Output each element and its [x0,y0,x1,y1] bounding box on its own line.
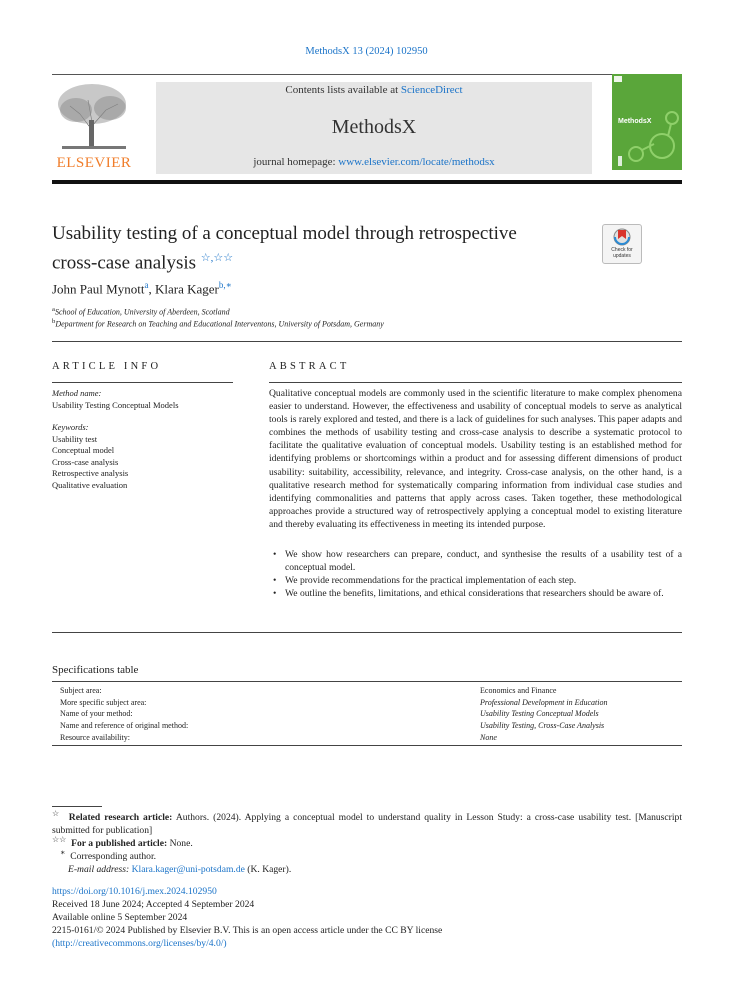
journal-name: MethodsX [331,116,417,138]
author-1-affil-mark[interactable]: a [144,280,149,290]
article-metadata [52,885,682,950]
email-suffix: (K. Kager). [244,864,292,875]
affiliation-a-text: School of Education, University of Aberdeen, Scotland [54,307,230,317]
abstract-heading: ABSTRACT [269,361,350,372]
title-line-2-wrap [52,246,572,275]
affiliation-b-label: b [52,318,56,325]
spec-table-bottom-rule [52,745,682,746]
affiliation-a-label: a [52,306,55,313]
author-1-name[interactable]: John Paul Mynott [52,281,145,297]
highlight-item: • We outline the benefits, limitations, and ethical considerations that researchers should be aware of. [273,588,664,600]
spec-label-column [60,685,360,744]
bullet-icon: • [273,575,277,587]
footnote-2-text: None. [167,838,193,849]
check-updates-line1: Check for [611,247,633,253]
footnote-mark: ∗ [60,847,66,857]
method-value: Usability Testing Conceptual Models [52,399,179,410]
elsevier-wordmark: ELSEVIER [56,155,132,171]
header-top-rule [52,74,682,75]
footnote-1-label: Related research article: [68,812,173,823]
spec-row-value: Economics and Finance [480,686,557,695]
journal-citation[interactable]: MethodsX 13 (2024) 102950 [305,46,428,57]
affiliation-rule [52,341,682,342]
available-online: Available online 5 September 2024 [52,912,188,923]
footnote-email [52,863,682,876]
keyword-item: Retrospective analysis [52,468,129,478]
bullet-icon: • [273,549,277,560]
check-for-updates-button[interactable] [602,224,642,264]
footnote-mark: ☆☆ [52,834,67,844]
spec-row-label: Resource availability: [60,732,130,742]
email-link[interactable]: Klara.kager@uni-potsdam.de [131,864,245,875]
article-info-rule [52,382,233,383]
header-bottom-rule [52,180,682,184]
title-footnote-marks[interactable]: ☆,☆☆ [200,252,234,264]
spec-row-label: Name and reference of original method: [60,721,189,731]
check-updates-line2: updates [613,253,631,259]
check-updates-label [603,247,641,259]
footnotes [52,808,682,876]
keywords-label: Keywords: [52,422,89,432]
footnote-1-text: Authors. (2024). Applying a conceptual model to understand quality in Lesson Study: a cross-case usability test. [Manuscript submitted for publication] [52,812,682,836]
spec-row-value: Usability Testing Conceptual Models [480,709,599,719]
abstract-bottom-rule [52,632,682,633]
author-2-affil-mark[interactable]: b,∗ [218,280,232,290]
spec-row-value: Usability Testing, Cross-Case Analysis [480,721,605,731]
sciencedirect-link[interactable]: ScienceDirect [400,84,463,96]
keywords-block [52,422,128,491]
check-updates-icon [603,225,641,247]
spec-row-label: Name of your method: [60,709,133,719]
license-link[interactable]: (http://creativecommons.org/licenses/by/4.0/) [52,938,227,949]
keyword-item: Conceptual model [52,445,115,455]
keyword-item: Qualitative evaluation [52,479,128,490]
footnote-published-article [52,834,682,850]
affiliation-b-text: Department for Research on Teaching and Educational Interventons, University of Potsdam, Germany [55,319,384,329]
license-line: 2215-0161/© 2024 Published by Elsevier B.V. This is an open access article under the CC BY license [52,925,443,936]
spec-row-value: Professional Development in Education [480,697,608,707]
author-2-name[interactable]: Klara Kager [154,281,219,297]
title-line-1: Usability testing of a conceptual model through retrospective [52,223,517,244]
homepage-prefix: journal homepage: [253,156,339,168]
spec-row-label: Subject area: [60,686,102,695]
affiliation-a [52,306,230,317]
spec-row-label: More specific subject area: [60,697,147,707]
author-list [52,280,232,297]
footnote-2-label: For a published article: [71,838,168,849]
spec-value-column [480,685,680,744]
keyword-item: Usability test [52,433,98,444]
email-label: E-mail address: [68,864,130,875]
footnote-rule [52,806,102,807]
author-separator: , [148,281,155,297]
keyword-item: Cross-case analysis [52,456,119,467]
journal-cover [612,74,682,170]
highlight-item: • We provide recommendations for the practical implementation of each step. [273,575,577,587]
method-label: Method name: [52,388,102,398]
bullet-icon: • [273,588,277,600]
footnote-related-article [52,808,682,837]
abstract-text: Qualitative conceptual models are commonly used in the scientific literature to make complex phenomena easier to understand. However, the effectiveness and usability of conceptual models to serve as analytical tools is rarely explored and tested, and there is a lack of guidelines for such analyses. This paper adapts and combines the methods of usability testing and cross-case analysis to describe a systematic protocol to facilitate the qualitative evaluation of conceptual models. Usability testing is an established method for identifying problems or shortcomings within a product and for assessing different dimensions of product usability: suitability, accessibility, relevance, and integrity. Cross-case analysis, on the other hand, is a qualitative research method for systematically comparing information from individual case studies and identifying commonalities and patterns that apply across cases. Taken together, these methodological approaches provide a structured way of retrospectively applying a conceptual model to existing literature and thereby evaluating its effectiveness in meeting its intended purpose. [269,388,682,530]
spec-table-title: Specifications table [52,664,139,676]
footnote-mark: ☆ [52,808,61,818]
journal-homepage-link[interactable]: www.elsevier.com/locate/methodsx [338,156,495,168]
spec-table-top-rule [52,681,682,682]
title-line-2: cross-case analysis [52,252,197,274]
method-block [52,388,179,411]
highlight-item: • We show how researchers can prepare, conduct, and synthesise the results of a usability test of a conceptual model. [273,549,682,574]
affiliation-b [52,318,384,329]
spec-row-value: None [480,732,497,742]
cover-journal-title: MethodsX [618,118,652,125]
abstract-rule [269,382,682,383]
highlights-list [271,548,682,600]
article-title [52,222,572,275]
homepage-line [156,156,592,168]
contents-prefix: Contents lists available at [285,84,401,96]
footnote-3-text: Corresponding author. [70,851,157,862]
contents-line [156,84,592,96]
footnote-corresponding [52,847,682,863]
article-info-heading: ARTICLE INFO [52,361,162,372]
doi-link[interactable]: https://doi.org/10.1016/j.mex.2024.102950 [52,886,217,897]
received-dates: Received 18 June 2024; Accepted 4 September 2024 [52,899,255,910]
